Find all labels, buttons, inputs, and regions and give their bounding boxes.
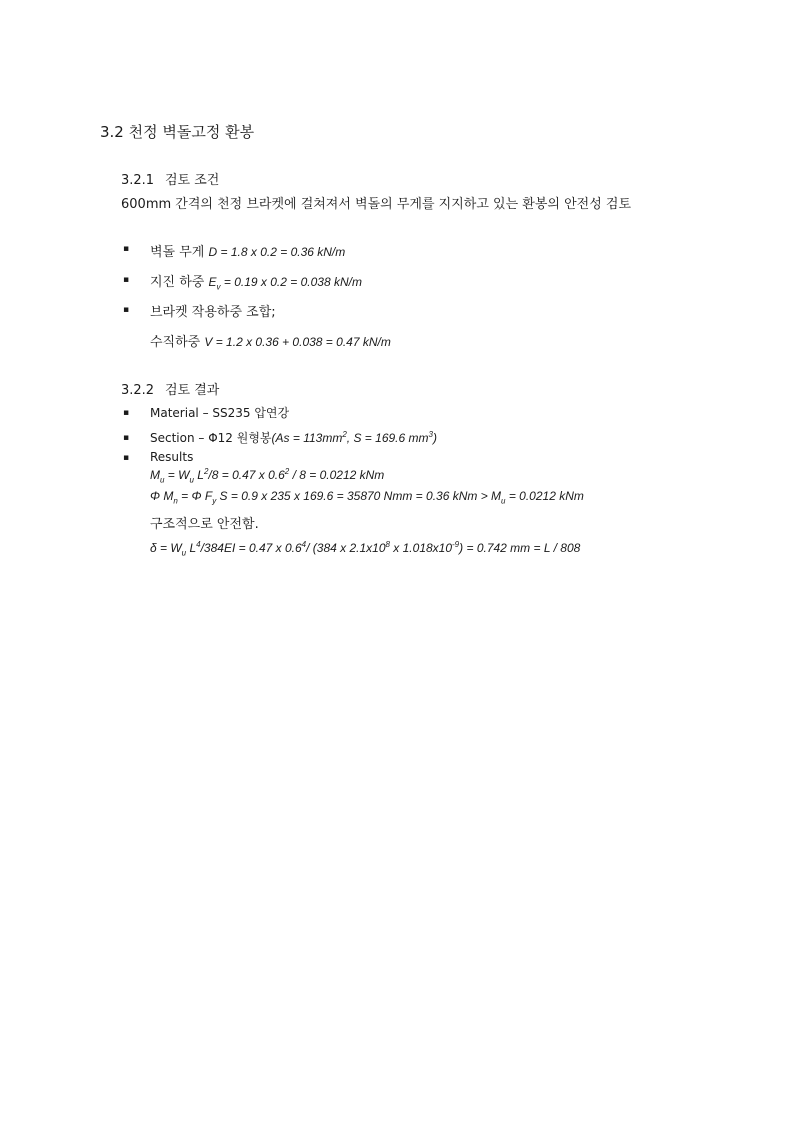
- section-title: 천정 벽돌고정 환봉: [128, 123, 255, 141]
- subsection-2-title: 검토 결과: [165, 383, 220, 398]
- brick-weight-item: [150, 241, 345, 260]
- load-combination-item: 브라켓 작용하중 조합;: [150, 305, 276, 320]
- conclusion-text: 구조적으로 안전함.: [150, 517, 259, 532]
- vertical-load-label: 수직하중: [150, 335, 201, 350]
- vertical-load-line: [150, 331, 391, 350]
- deflection-equation: $\delta = W_u$ $L^4/384EI = 0.47$ x $0.6^4/$ (384 x $2.1x10^8$ x $1.018x10^{-9}) = 0.742$ mm = L / 808: [150, 540, 581, 558]
- subsection-2-heading: [121, 379, 219, 398]
- results-label: Results: [150, 450, 194, 464]
- vertical-load-formula: V = 1.2 x 0.36 + 0.038 = 0.47 kN/m: [204, 335, 391, 349]
- section-number: 3.2: [100, 123, 124, 141]
- bullet-marker: ▪: [123, 275, 130, 285]
- subsection-1-number: 3.2.1: [121, 173, 155, 188]
- section-item: [150, 429, 437, 446]
- material-item: Material – SS235 압연강: [150, 406, 290, 420]
- section-item-formula: ($As = 113mm^2$, S = 169.6 $mm^3$): [271, 430, 437, 445]
- subsection-2-number: 3.2.2: [121, 383, 155, 398]
- brick-weight-formula: D = 1.8 x 0.2 = 0.36 kN/m: [208, 245, 346, 259]
- seismic-load-label: 지진 하중: [150, 275, 205, 290]
- capacity-equation: Φ $M_n = \Phi$ $F_y$ S = 0.9 x 235 x 169.6 = 35870 Nmm = 0.36 kNm > $M_u = 0.0212$ kNm: [150, 489, 584, 506]
- section-heading: [100, 121, 254, 142]
- bullet-marker: ▪: [123, 244, 130, 254]
- bullet-marker: ▪: [123, 408, 130, 418]
- bullet-marker: ▪: [123, 305, 130, 315]
- brick-weight-label: 벽돌 무게: [150, 245, 205, 260]
- intro-paragraph: 600mm 간격의 천정 브라켓에 걸쳐져서 벽돌의 무게를 지지하고 있는 환봉의 안전성 검토: [121, 197, 632, 212]
- seismic-load-formula: $E_v = 0.19$ x 0.2 = 0.038 kN/m: [208, 275, 362, 292]
- subsection-1-heading: [121, 169, 219, 188]
- bullet-marker: ▪: [123, 453, 130, 463]
- moment-equation: $M_u = W_u$ $L^2/8 = 0.47$ x $0.6^2 / 8 = 0.0212$ kNm: [150, 467, 385, 485]
- bullet-marker: ▪: [123, 433, 130, 443]
- section-item-label: Section – Φ12 원형봉: [150, 431, 272, 445]
- seismic-load-item: [150, 271, 362, 291]
- subsection-1-title: 검토 조건: [165, 173, 220, 188]
